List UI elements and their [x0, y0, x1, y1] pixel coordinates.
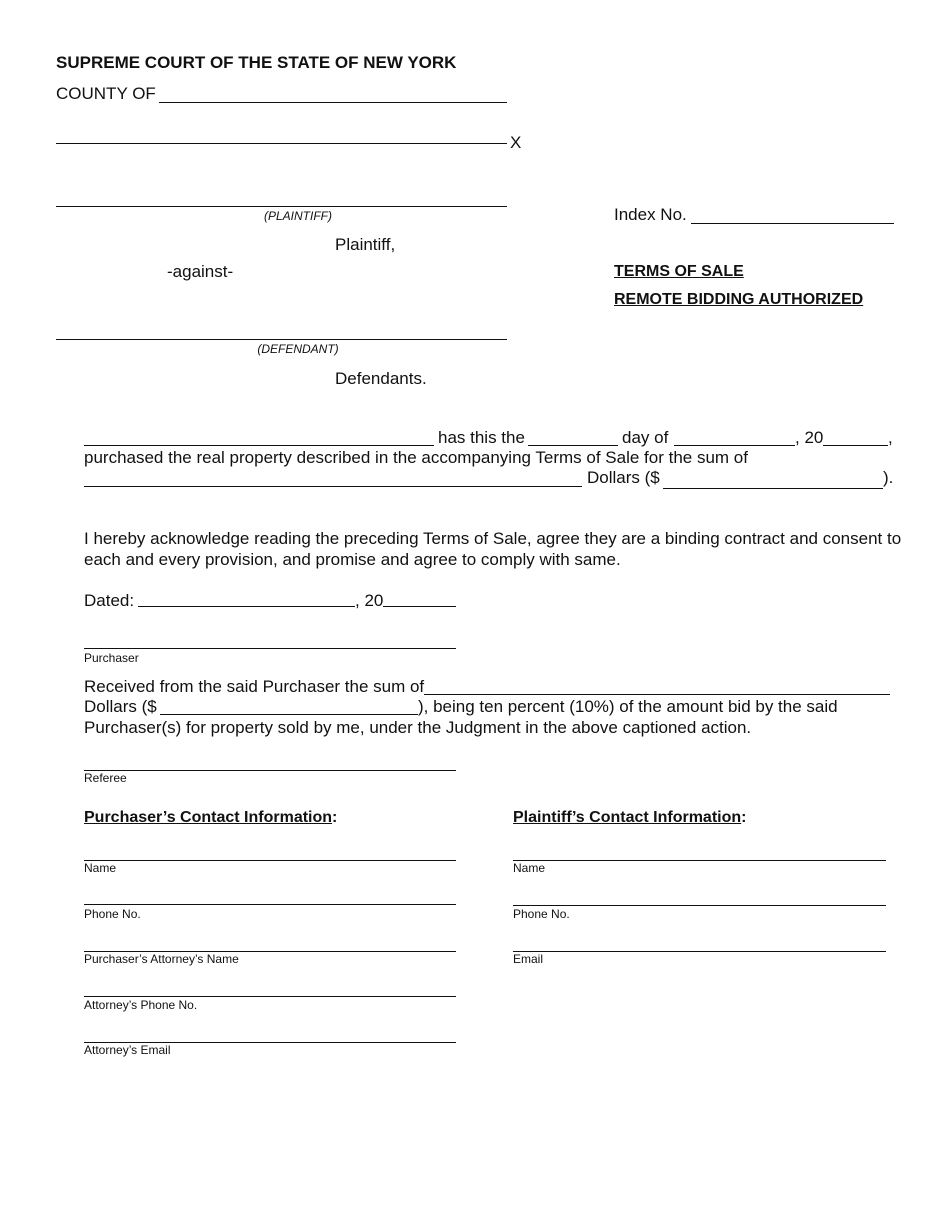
- receipt-line-1: Received from the said Purchaser the sum of: [84, 677, 425, 696]
- attorney-phone-field[interactable]: [84, 996, 456, 997]
- attorney-phone-label: Attorney’s Phone No.: [84, 998, 198, 1012]
- amount-number-field[interactable]: [663, 488, 883, 489]
- attorney-email-label: Attorney’s Email: [84, 1043, 171, 1057]
- plaintiff-name-contact-field[interactable]: [513, 860, 886, 861]
- caption-rule: [56, 143, 507, 144]
- defendant-label: (DEFENDANT): [257, 342, 339, 356]
- plaintiff-contact-heading: [513, 808, 746, 828]
- county-label: COUNTY OF: [56, 84, 156, 103]
- purchaser-phone-label: Phone No.: [84, 907, 141, 921]
- comma-text: ,: [888, 428, 893, 447]
- purchaser-contact-heading: [84, 808, 337, 828]
- purchaser-name-field[interactable]: [84, 445, 434, 446]
- dated-label: Dated:: [84, 591, 135, 610]
- purchaser-name-label: Name: [84, 861, 117, 875]
- ack-line-1: I hereby acknowledge reading the preceding Terms of Sale, agree they are a binding contract and consent to: [84, 529, 902, 548]
- plaintiff-name-field[interactable]: [56, 206, 507, 207]
- day-of-text: day of: [622, 428, 669, 447]
- court-title: SUPREME COURT OF THE STATE OF NEW YORK: [56, 53, 457, 72]
- caption-x-mark: X: [510, 133, 522, 152]
- referee-label: Referee: [84, 771, 127, 785]
- dollars-open-text: Dollars ($: [587, 468, 660, 487]
- receipt-line-3: Purchaser(s) for property sold by me, under the Judgment in the above captioned action.: [84, 718, 752, 737]
- purchaser-name-contact-field[interactable]: [84, 860, 456, 861]
- plaintiff-email-label: Email: [513, 952, 544, 966]
- plaintiff-contact-heading-text: Plaintiff’s Contact Information: [513, 809, 742, 826]
- index-label: Index No.: [614, 205, 687, 224]
- terms-of-sale-title: TERMS OF SALE: [614, 263, 744, 280]
- ack-line-2: each and every provision, and promise and agree to comply with same.: [84, 550, 621, 569]
- purchaser-signature-field[interactable]: [84, 648, 456, 649]
- plaintiff-word: Plaintiff,: [335, 235, 396, 254]
- index-number-field[interactable]: [691, 223, 894, 224]
- purchaser-contact-heading-colon: :: [332, 809, 338, 826]
- remote-bidding-title: REMOTE BIDDING AUTHORIZED: [614, 291, 864, 308]
- defendant-name-field[interactable]: [56, 339, 507, 340]
- plaintiff-phone-label: Phone No.: [513, 907, 570, 921]
- plaintiff-label: (PLAINTIFF): [264, 209, 332, 223]
- purchaser-attorney-name-label: Purchaser’s Attorney’s Name: [84, 952, 239, 966]
- receipt-dollars-open: Dollars ($: [84, 697, 157, 716]
- day-field[interactable]: [528, 445, 618, 446]
- year-prefix: , 20: [795, 428, 824, 447]
- dollars-close-text: ).: [883, 468, 894, 487]
- amount-words-field[interactable]: [84, 486, 582, 487]
- plaintiff-contact-heading-colon: :: [741, 809, 747, 826]
- receipt-amount-number-field[interactable]: [160, 714, 418, 715]
- dated-year-field[interactable]: [383, 606, 456, 607]
- dated-year-prefix: , 20: [355, 591, 384, 610]
- defendants-word: Defendants.: [335, 369, 427, 388]
- month-field[interactable]: [674, 445, 795, 446]
- purchaser-contact-heading-text: Purchaser’s Contact Information: [84, 809, 333, 826]
- plaintiff-name-label: Name: [513, 861, 546, 875]
- dated-field[interactable]: [138, 606, 355, 607]
- plaintiff-email-field[interactable]: [513, 951, 886, 952]
- purchaser-signature-label: Purchaser: [84, 651, 139, 665]
- receipt-amount-words-field[interactable]: [424, 694, 890, 695]
- against-text: -against-: [167, 262, 234, 281]
- receipt-line-2-rest: ), being ten percent (10%) of the amount bid by the said: [418, 697, 838, 716]
- plaintiff-phone-field[interactable]: [513, 905, 886, 906]
- purchase-line-2: purchased the real property described in the accompanying Terms of Sale for the sum of: [84, 448, 748, 467]
- county-field[interactable]: [159, 102, 507, 103]
- year-field[interactable]: [823, 445, 888, 446]
- has-this-the-text: has this the: [438, 428, 525, 447]
- purchaser-phone-field[interactable]: [84, 904, 456, 905]
- referee-signature-field[interactable]: [84, 770, 456, 771]
